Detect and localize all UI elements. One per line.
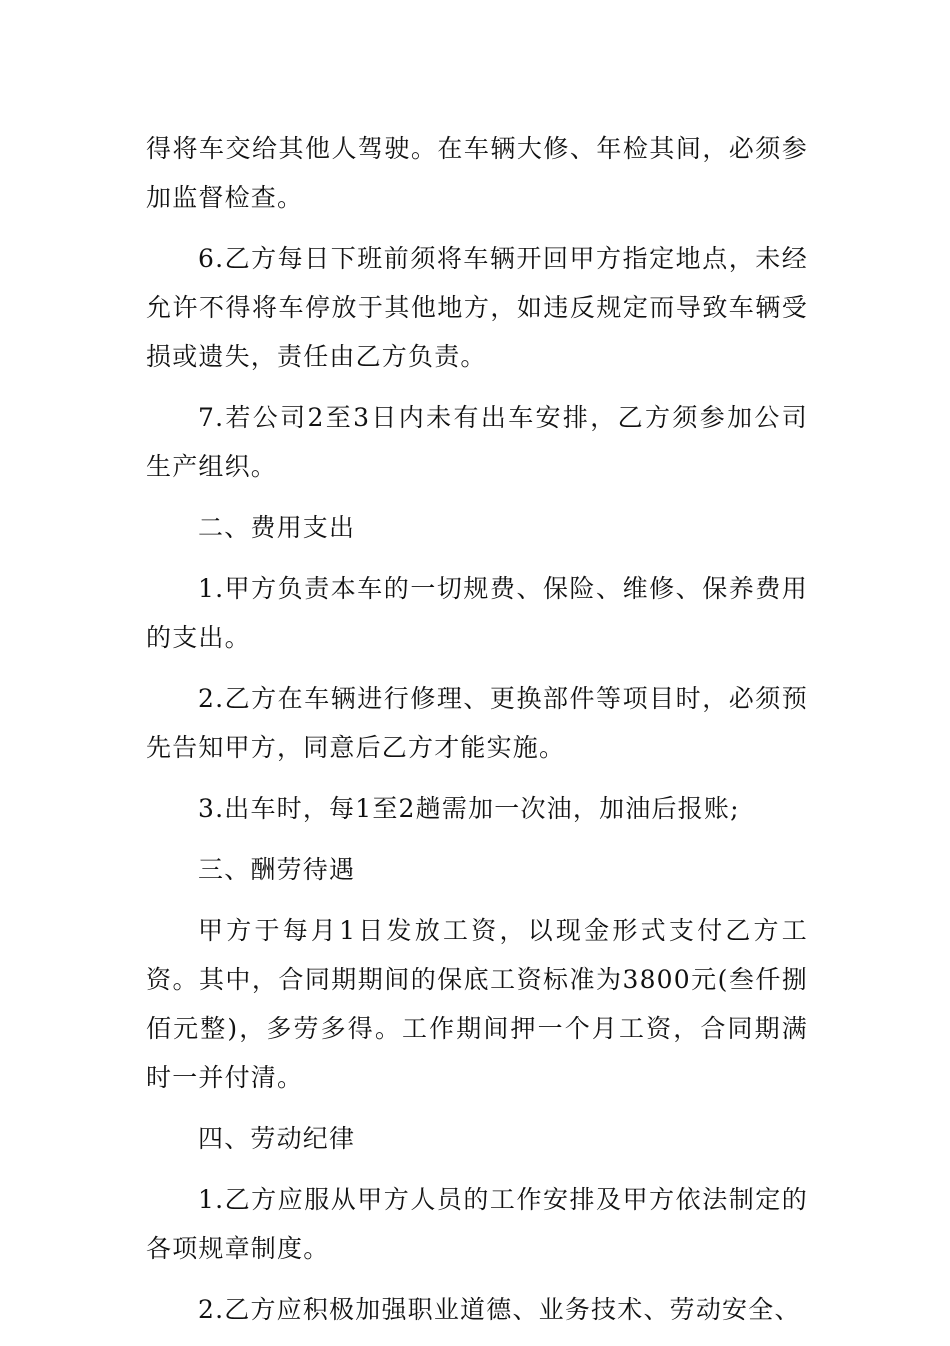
paragraph-item-7: 7.若公司2至3日内未有出车安排，乙方须参加公司生产组织。	[146, 403, 808, 481]
document-body	[146, 124, 808, 1346]
paragraph-expenses-3: 3.出车时，每1至2趟需加一次油，加油后报账;	[198, 794, 740, 823]
section-heading-compensation: 三、酬劳待遇	[198, 855, 356, 884]
paragraph-item-6: 6.乙方每日下班前须将车辆开回甲方指定地点，未经允许不得将车停放于其他地方，如违反规定而导致车辆受损或遗失，责任由乙方负责。	[146, 244, 808, 371]
paragraph-expenses-2: 2.乙方在车辆进行修理、更换部件等项目时，必须预先告知甲方，同意后乙方才能实施。	[146, 684, 808, 762]
section-heading-discipline: 四、劳动纪律	[198, 1124, 356, 1153]
paragraph-compensation: 甲方于每月1日发放工资，以现金形式支付乙方工资。其中，合同期期间的保底工资标准为3800元(叁仟捌佰元整)，多劳多得。工作期间押一个月工资，合同期满时一并付清。	[146, 916, 808, 1092]
paragraph-discipline-2: 2.乙方应积极加强职业道德、业务技术、劳动安全、	[198, 1295, 801, 1324]
paragraph-continued: 得将车交给其他人驾驶。在车辆大修、年检其间，必须参加监督检查。	[146, 134, 808, 212]
section-heading-expenses: 二、费用支出	[198, 513, 356, 542]
paragraph-expenses-1: 1.甲方负责本车的一切规费、保险、维修、保养费用的支出。	[146, 574, 808, 652]
paragraph-discipline-1: 1.乙方应服从甲方人员的工作安排及甲方依法制定的各项规章制度。	[146, 1185, 808, 1263]
